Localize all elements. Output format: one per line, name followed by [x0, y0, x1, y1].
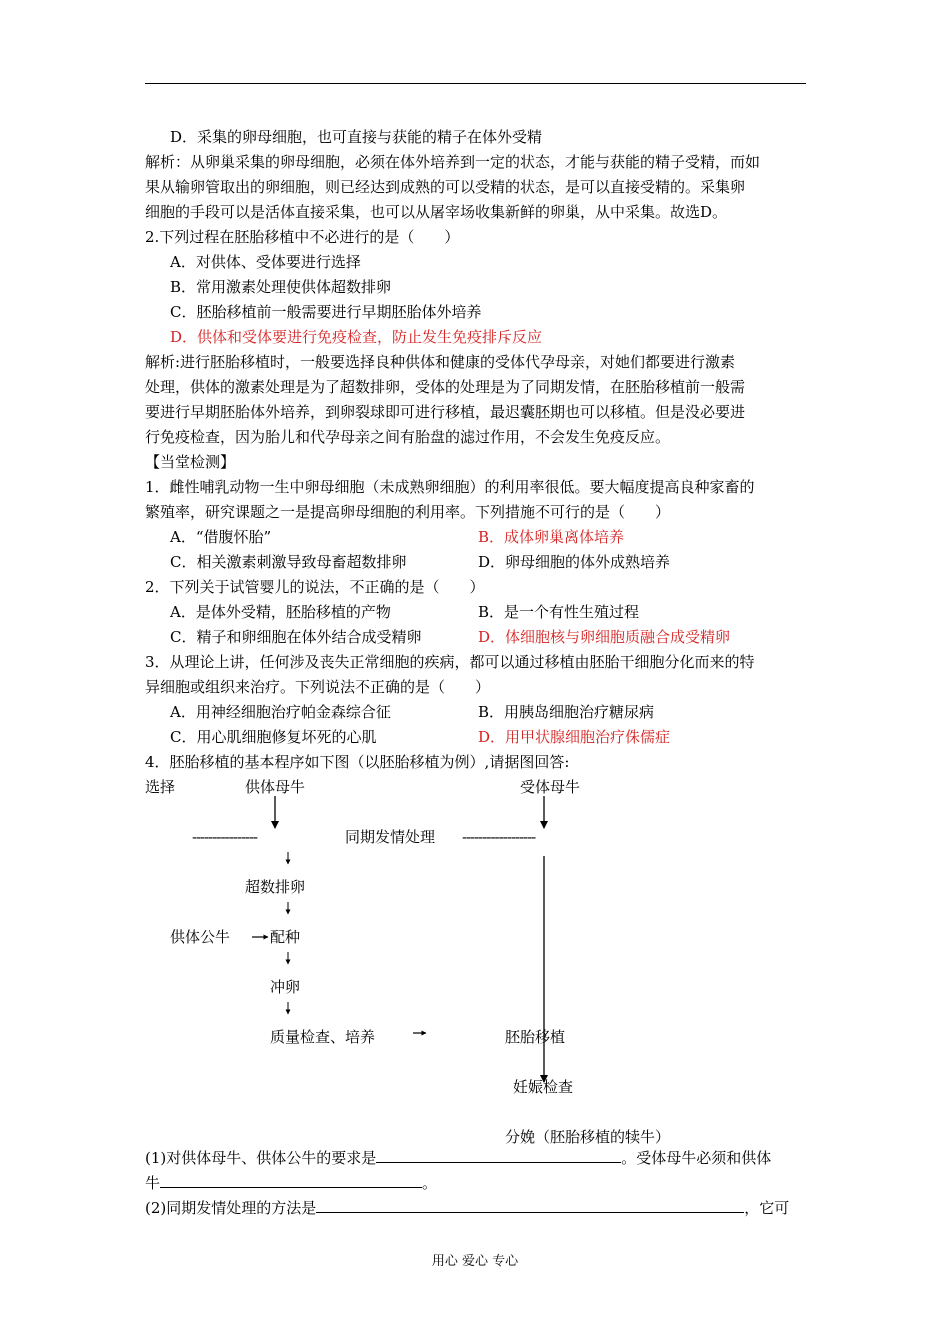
text-line: D．采集的卵母细胞，也可直接与获能的精子在体外受精	[170, 128, 543, 146]
diagram-dash-right: ------------------	[462, 828, 536, 846]
diagram-pregnancy: 妊娠检查	[513, 1078, 574, 1096]
diagram-sync: 同期发情处理	[345, 828, 436, 846]
option-a: A．用神经细胞治疗帕金森综合征	[170, 703, 391, 721]
diagram-recipient-cow: 受体母牛	[520, 778, 581, 796]
diagram-label-select: 选择	[145, 778, 176, 796]
text-line: 果从输卵管取出的卵细胞，则已经达到成熟的可以受精的状态，是可以直接受精的。采集卵	[145, 178, 746, 196]
option-a: A．“借腹怀胎”	[170, 528, 272, 546]
diagram-dash-left: ----------------	[192, 828, 258, 846]
question-3: 3．从理论上讲，任何涉及丧失正常细胞的疾病，都可以通过移植由胚胎干细胞分化而来的特	[145, 653, 755, 671]
diagram-birth: 分娩（胚胎移植的犊牛）	[505, 1128, 671, 1146]
page-footer: 用心 爱心 专心	[431, 1254, 519, 1269]
question-2: 2.下列过程在胚胎移植中不必进行的是（ ）	[145, 228, 460, 246]
text-line: 解析：从卵巢采集的卵母细胞，必须在体外培养到一定的状态，才能与获能的精子受精，而如	[145, 153, 761, 171]
option-b-answer: B．成体卵巢离体培养	[478, 528, 625, 546]
diagram-quality: 质量检查、培养	[270, 1028, 376, 1046]
fill-text: ，它可	[744, 1199, 790, 1217]
diagram-mating: 配种	[270, 928, 301, 946]
option-b: B．常用激素处理使供体超数排卵	[170, 278, 392, 296]
fill-question-1	[145, 1147, 771, 1169]
option-b: B．用胰岛细胞治疗糖尿病	[478, 703, 655, 721]
answer-blank[interactable]	[160, 1172, 422, 1188]
option-a: A．对供体、受体要进行选择	[170, 253, 361, 271]
question-2: 2．下列关于试管婴儿的说法，不正确的是（ ）	[145, 578, 485, 596]
answer-blank[interactable]	[376, 1147, 621, 1163]
fill-text: 牛	[145, 1174, 161, 1192]
answer-blank[interactable]	[316, 1197, 744, 1213]
question-1: 1．雌性哺乳动物一生中卵母细胞（未成熟卵细胞）的利用率很低。要大幅度提高良种家畜的	[145, 478, 755, 496]
option-c: C．相关激素刺激导致母畜超数排卵	[170, 553, 407, 571]
text-line: 解析:进行胚胎移植时，一般要选择良种供体和健康的受体代孕母亲，对她们都要进行激素	[145, 353, 736, 371]
option-d-answer: D．体细胞核与卵细胞质融合成受精卵	[478, 628, 731, 646]
option-d-answer: D．用甲状腺细胞治疗侏儒症	[478, 728, 671, 746]
fill-text: 。受体母牛必须和供体	[621, 1149, 772, 1167]
text-line: 细胞的手段可以是活体直接采集，也可以从屠宰场收集新鲜的卵巢，从中采集。故选D。	[145, 203, 728, 221]
option-c: C．精子和卵细胞在体外结合成受精卵	[170, 628, 422, 646]
option-d-answer: D．供体和受体要进行免疫检查，防止发生免疫排斥反应	[170, 328, 543, 346]
fill-text: (2)同期发情处理的方法是	[145, 1199, 317, 1217]
fill-question-1-cont	[145, 1172, 437, 1194]
option-c: C．胚胎移植前一般需要进行早期胚胎体外培养	[170, 303, 482, 321]
option-d: D．卵母细胞的体外成熟培养	[478, 553, 671, 571]
question-4: 4．胚胎移植的基本程序如下图（以胚胎移植为例）,请据图回答:	[145, 753, 570, 771]
option-a: A．是体外受精，胚胎移植的产物	[170, 603, 391, 621]
fill-text: 。	[422, 1174, 438, 1192]
fill-text: (1)对供体母牛、供体公牛的要求是	[145, 1149, 377, 1167]
diagram-superovulation: 超数排卵	[245, 878, 306, 896]
fill-question-2	[145, 1197, 789, 1219]
diagram-donor-bull: 供体公牛	[170, 928, 231, 946]
text-line: 处理，供体的激素处理是为了超数排卵，受体的处理是为了同期发情，在胚胎移植前一般需	[145, 378, 746, 396]
text-line: 异细胞或组织来治疗。下列说法不正确的是（ ）	[145, 678, 491, 696]
text-line: 行免疫检查，因为胎儿和代孕母亲之间有胎盘的滤过作用，不会发生免疫反应。	[145, 428, 671, 446]
section-heading: 【当堂检测】	[145, 453, 236, 471]
option-c: C．用心肌细胞修复坏死的心肌	[170, 728, 377, 746]
diagram-donor-cow: 供体母牛	[245, 778, 306, 796]
text-line: 要进行早期胚胎体外培养，到卵裂球即可进行移植，最迟囊胚期也可以移植。但是没必要进	[145, 403, 746, 421]
option-b: B．是一个有性生殖过程	[478, 603, 640, 621]
diagram-flush: 冲卵	[270, 978, 301, 996]
diagram-transfer: 胚胎移植	[505, 1028, 566, 1046]
text-line: 繁殖率，研究课题之一是提高卵母细胞的利用率。下列措施不可行的是（ ）	[145, 503, 671, 521]
